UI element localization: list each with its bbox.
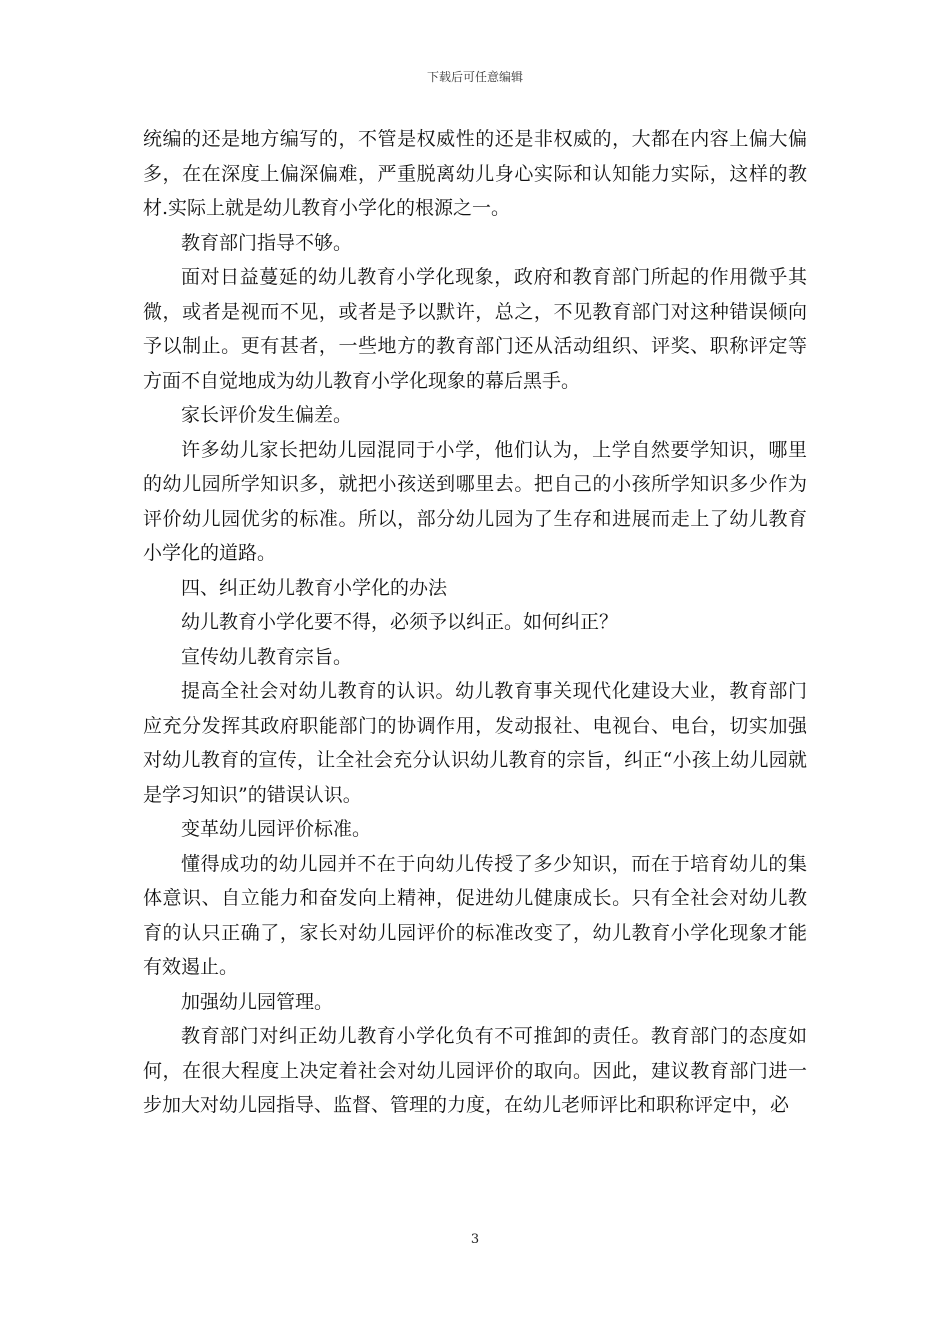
heading-promote-purpose: 宣传幼儿教育宗旨。 bbox=[181, 645, 353, 668]
section-heading-correction-methods: 四、纠正幼儿教育小学化的办法 bbox=[181, 576, 448, 599]
page-header: 下载后可任意编辑 bbox=[426, 70, 523, 84]
paragraph-promote-purpose: 提高全社会对幼儿教育的认识。幼儿教育事关现代化建设大业，教育部门应充分发挥其政府职能部门的协调作用，发动报社、电视台、电台，切实加强对幼儿教育的宣传，让全社会充分认识幼儿教育的宗旨，纠正“小孩上幼儿园就是学习知识”的错误认识。 bbox=[143, 680, 807, 806]
paragraph-government-role: 面对日益蔓延的幼儿教育小学化现象，政府和教育部门所起的作用微乎其微，或者是视而不见，或者是予以默许，总之，不见教育部门对这种错误倾向予以制止。更有甚者，一些地方的教育部门还从活动组织、评奖、职称评定等方面不自觉地成为幼儿教育小学化现象的幕后黑手。 bbox=[143, 266, 807, 392]
paragraph-parent-misconception: 许多幼儿家长把幼儿园混同于小学，他们认为，上学自然要学知识，哪里的幼儿园所学知识多，就把小孩送到哪里去。把自己的小孩所学知识多少作为评价幼儿园优劣的标准。所以，部分幼儿园为了生存和进展而走上了幼儿教育小学化的道路。 bbox=[143, 438, 807, 564]
heading-parent-evaluation: 家长评价发生偏差。 bbox=[181, 404, 353, 426]
paragraph-continuation: 统编的还是地方编写的，不管是权威性的还是非权威的，大都在内容上偏大偏多，在在深度上偏深偏难，严重脱离幼儿身心实际和认知能力实际，这样的教材.实际上就是幼儿教育小学化的根源之一。 bbox=[143, 128, 807, 219]
heading-strengthen-management: 加强幼儿园管理。 bbox=[181, 990, 334, 1013]
paragraph-strengthen-management: 教育部门对纠正幼儿教育小学化负有不可推卸的责任。教育部门的态度如何，在很大程度上决定着社会对幼儿园评价的取向。因此，建议教育部门进一步加大对幼儿园指导、监督、管理的力度，在幼儿老师评比和职称评定中，必 bbox=[143, 1025, 807, 1116]
heading-reform-evaluation: 变革幼儿园评价标准。 bbox=[181, 818, 372, 840]
page-number: 3 bbox=[470, 1232, 480, 1247]
document-body bbox=[143, 122, 807, 1123]
heading-education-department-guidance: 教育部门指导不够。 bbox=[181, 231, 353, 254]
paragraph-reform-evaluation: 懂得成功的幼儿园并不在于向幼儿传授了多少知识，而在于培育幼儿的集体意识、自立能力和奋发向上精神，促进幼儿健康成长。只有全社会对幼儿教育的认只正确了，家长对幼儿园评价的标准改变了，幼儿教育小学化现象才能有效遏止。 bbox=[143, 852, 807, 978]
paragraph-correction-intro: 幼儿教育小学化要不得，必须予以纠正。如何纠正？ bbox=[181, 611, 619, 633]
